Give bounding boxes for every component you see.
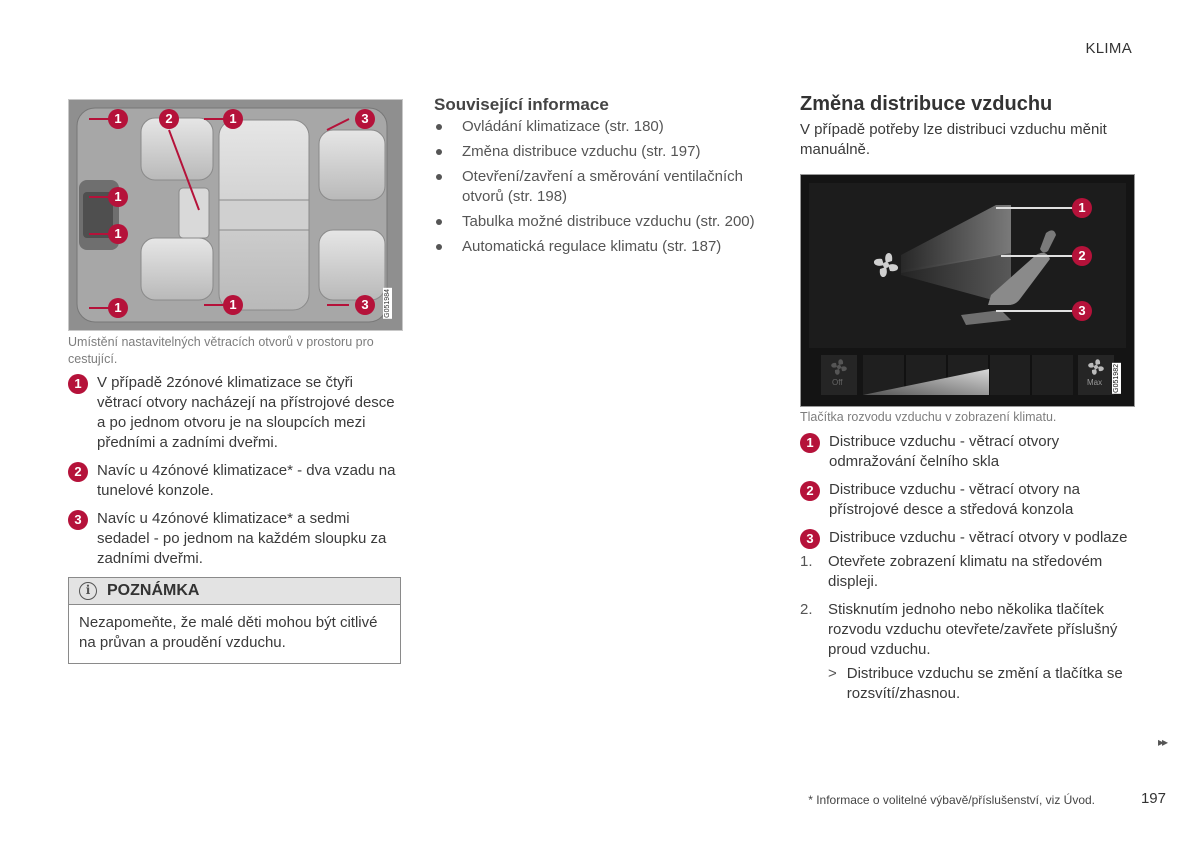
cabin-vents-figure — [68, 99, 403, 331]
step-text: Stisknutím jednoho nebo několika tlačítek rozvodu vzduchu otevřete/zavřete příslušný proud vzduchu. — [828, 601, 1118, 658]
step-item — [800, 600, 1135, 704]
figure-caption: Tlačítka rozvodu vzduchu v zobrazení klimatu. — [800, 410, 1057, 424]
callout-2: 2 — [159, 109, 179, 129]
footnote: * Informace o volitelné výbavě/příslušenství, viz Úvod. — [808, 793, 1095, 807]
callout-1: 1 — [108, 187, 128, 207]
related-link[interactable]: Otevření/zavření a směrování ventilačních otvorů (str. 198) — [434, 167, 774, 207]
number-badge: 3 — [68, 510, 88, 530]
list-item-text: Distribuce vzduchu - větrací otvory na přístrojové desce a středová konzola — [829, 481, 1080, 518]
list-item — [800, 480, 1133, 520]
number-badge: 2 — [800, 481, 820, 501]
result-marker: > — [828, 665, 837, 682]
related-links-list — [434, 117, 774, 262]
related-link[interactable]: Změna distribuce vzduchu (str. 197) — [434, 142, 774, 162]
related-link[interactable]: Automatická regulace klimatu (str. 187) — [434, 237, 774, 257]
figure-caption: Umístění nastavitelných větracích otvorů v prostoru pro cestující. — [68, 335, 374, 366]
list-item — [68, 461, 400, 501]
fan-off-label: Off — [832, 378, 843, 387]
page-title: Změna distribuce vzduchu — [800, 93, 1053, 115]
callout-1: 1 — [108, 298, 128, 318]
intro-text: V případě potřeby lze distribuci vzduchu měnit manuálně. — [800, 121, 1107, 158]
result-text: Distribuce vzduchu se změní a tlačítka se rozsvítí/zhasnou. — [846, 665, 1123, 702]
number-badge: 1 — [800, 433, 820, 453]
note-box — [68, 577, 401, 664]
related-link[interactable]: Ovládání klimatizace (str. 180) — [434, 117, 774, 137]
callout-1: 1 — [223, 295, 243, 315]
callout-1: 1 — [1072, 198, 1092, 218]
page-number: 197 — [1140, 790, 1166, 807]
callout-1: 1 — [108, 224, 128, 244]
callout-2: 2 — [1072, 246, 1092, 266]
related-link[interactable]: Tabulka možné distribuce vzduchu (str. 200) — [434, 212, 774, 232]
callout-3: 3 — [1072, 301, 1092, 321]
climate-screen-figure — [800, 174, 1135, 407]
procedure-steps — [800, 552, 1135, 712]
section-title: KLIMA — [1085, 40, 1132, 57]
figure-code: G051982 — [1113, 364, 1120, 393]
list-item — [800, 528, 1133, 549]
list-item-text: Navíc u 4zónové klimatizace* - dva vzadu na tunelové konzole. — [97, 462, 396, 499]
fan-max-label: Max — [1087, 378, 1103, 387]
step-text: Otevřete zobrazení klimatu na středovém displeji. — [828, 553, 1103, 590]
list-item-text: V případě 2zónové klimatizace se čtyři větrací otvory nacházejí na přístrojové desce a po jednom otvoru je na sloupcích mezi předními a zadními dveřmi. — [97, 374, 395, 451]
info-icon: i — [79, 582, 97, 600]
callout-3: 3 — [355, 295, 375, 315]
number-badge: 2 — [68, 462, 88, 482]
note-text: Nezapomeňte, že malé děti mohou být citlivé na průvan a proudění vzduchu. — [79, 614, 378, 651]
step-result — [828, 664, 1135, 704]
list-item-text: Navíc u 4zónové klimatizace* a sedmi sedadel - po jednom na každém sloupku za zadními dveřmi. — [97, 510, 387, 567]
note-title: POZNÁMKA — [107, 582, 200, 599]
callout-1: 1 — [108, 109, 128, 129]
step-number: 1. — [800, 553, 813, 570]
callout-3: 3 — [355, 109, 375, 129]
list-item — [68, 373, 400, 453]
list-item-text: Distribuce vzduchu - větrací otvory v podlaze — [829, 529, 1128, 546]
vent-location-list — [68, 373, 400, 577]
number-badge: 1 — [68, 374, 88, 394]
figure-code: G051984 — [384, 289, 391, 318]
continue-arrow-icon: ▸▸ — [1157, 735, 1166, 749]
step-number: 2. — [800, 601, 813, 618]
list-item — [800, 432, 1133, 472]
step-item — [800, 552, 1135, 592]
note-header — [69, 578, 400, 605]
related-info-heading: Související informace — [434, 95, 609, 114]
air-distribution-list — [800, 432, 1133, 557]
list-item-text: Distribuce vzduchu - větrací otvory odmražování čelního skla — [829, 433, 1060, 470]
callout-1: 1 — [223, 109, 243, 129]
number-badge: 3 — [800, 529, 820, 549]
list-item — [68, 509, 400, 569]
